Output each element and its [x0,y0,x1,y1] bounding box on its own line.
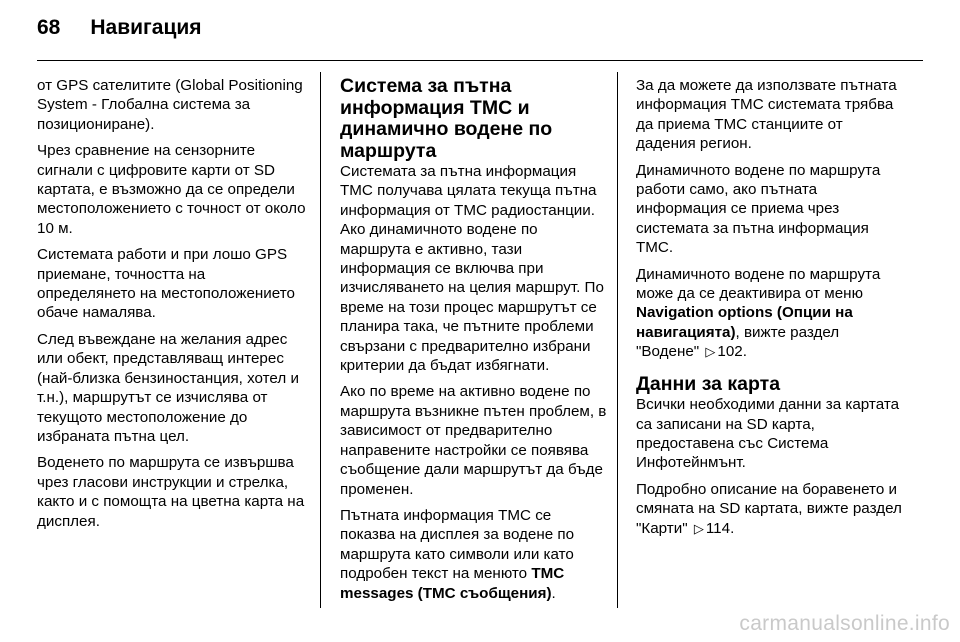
paragraph [636,265,904,362]
paragraph: За да можете да използвате пътната информация TMC системата трябва да приема TMC станциите от дадения регион. [636,77,897,153]
text: Пътната информация TMC се показва на дисплея за водене по маршрута като символи или като подробен текст на менюто [340,506,575,583]
section-heading: Данни за карта [636,372,781,395]
text: . [551,584,556,602]
paragraph: След въвеждане на желания адрес или обект, представляващ интерес (най-близка бензиностанция, хотел и т.н.), маршрутът се изчислява от текущото местоположение до избраната пътна цел. [37,330,299,445]
watermark: carmanualsonline.info [739,612,950,635]
page-header [37,16,202,52]
page-reference: 102 [717,343,743,361]
text: . [730,519,735,537]
paragraph: Воденето по маршрута се извършва чрез гласови инструкции и стрелка, както и с помощта на цветна карта на дисплея. [37,454,305,530]
column-1 [37,76,307,538]
header-rule [37,60,923,61]
section-heading: Система за пътна информация TMC и динамично водене по маршрута [340,75,553,162]
text: Подробно описание на боравенето и смяната на SD картата, вижте раздел "Карти" [636,480,902,537]
paragraph: Чрез сравнение на сензорните сигнали с цифровите карти от SD картата, е възможно да се определи местоположението с точност от около 10 м. [37,142,306,237]
text: Динамичното водене по маршрута може да се деактивира от меню [636,265,881,303]
paragraph: от GPS сателитите (Global Positioning System - Глобална система за позициониране). [37,77,303,133]
page-title: Навигация [90,16,202,39]
column-divider [320,72,321,608]
column-3 [636,76,904,545]
page-ref-arrow-icon: ▷ [693,520,704,536]
paragraph: Всички необходими данни за картата са записани на SD карта, предоставена със Система Инфотейнмънт. [636,396,900,472]
text: . [742,343,747,361]
paragraph: Ако по време на активно водене по маршрута възникне пътен проблем, в зависимост от предварително направените настройки се появява съобщение дали маршрутът да бъде променен. [340,383,607,498]
paragraph [340,506,610,603]
menu-reference: TMC messages (TMC съобщения) [340,565,565,602]
menu-reference: Navigation options (Опции на навигацията) [636,304,853,341]
column-divider [617,72,618,608]
paragraph [636,480,904,538]
page-number: 68 [37,16,61,39]
paragraph: Динамичното водене по маршрута работи само, ако пътната информация се приема чрез системата за пътна информация TMC. [636,161,881,257]
text: , вижте раздел "Водене" [636,323,840,361]
page-reference: 114 [705,519,731,537]
paragraph: Системата работи и при лошо GPS приемане, точността на определянето на местоположението обаче намалява. [37,246,295,322]
page-ref-arrow-icon: ▷ [705,344,716,360]
paragraph: Системата за пътна информация TMC получава цялата текуща пътна информация от TMC радиостанции. Ако динамичното водене по маршрута е активно, тази информация се включва при изчисляването на целия маршрут. По време на този процес маршрутът се планира така, че пътните проблеми свързани с предварително избрани критерии да бъдат избягнати. [340,163,604,375]
column-2 [340,76,610,610]
